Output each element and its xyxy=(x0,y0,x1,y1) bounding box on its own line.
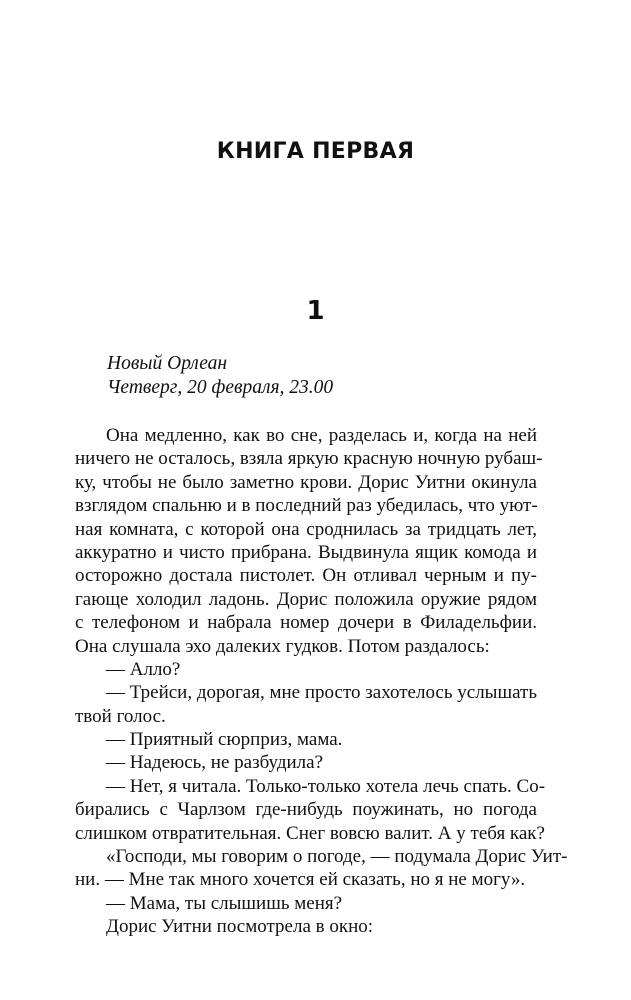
text-line: Она медленно, как во сне, разделась и, когда на ней xyxy=(106,425,537,446)
text-line: взглядом спальню и в последний раз убедилась, что уют- xyxy=(75,495,538,517)
book-title: КНИГА ПЕРВАЯ xyxy=(216,139,415,164)
text-line: ку, чтобы не было заметно крови. Дорис Уитни окинула xyxy=(75,471,537,493)
dateline-date: Четверг, 20 февраля, 23.00 xyxy=(107,377,334,398)
text-line: твой голос. xyxy=(75,705,166,727)
dateline xyxy=(107,352,333,400)
text-line: — Надеюсь, не разбудила? xyxy=(106,752,324,774)
text-line: ная комната, с которой она сроднилась за тридцать лет, xyxy=(75,518,537,540)
text-line: слишком отвратительная. Снег вовсю валит. А у тебя как? xyxy=(75,822,545,844)
text-line: «Господи, мы говорим о погоде, — подумала Дорис Уит- xyxy=(106,846,568,868)
text-line: — Трейси, дорогая, мне просто захотелось услышать xyxy=(106,682,537,704)
body-text xyxy=(75,424,568,939)
chapter-number: 1 xyxy=(306,296,325,326)
dateline-place: Новый Орлеан xyxy=(107,353,228,374)
text-line: Дорис Уитни посмотрела в окно: xyxy=(106,916,374,938)
text-line: с телефоном и набрала номер дочери в Филадельфии. xyxy=(75,612,537,634)
text-line: аккуратно и чисто прибрана. Выдвинула ящик комода и xyxy=(75,541,537,563)
text-line: — Алло? xyxy=(106,658,181,680)
text-line: ничего не осталось, взяла яркую красную ночную рубаш- xyxy=(75,448,543,470)
text-line: — Мама, ты слышишь меня? xyxy=(106,892,343,914)
text-line: осторожно достала пистолет. Он отливал черным и пу- xyxy=(75,565,537,587)
text-line: бирались с Чарлзом где-нибудь поужинать, но погода xyxy=(75,799,537,821)
text-line: — Приятный сюрприз, мама. xyxy=(106,729,343,751)
text-line: Она слушала эхо далеких гудков. Потом раздалось: xyxy=(75,635,490,657)
text-line: — Нет, я читала. Только-только хотела лечь спать. Со- xyxy=(106,775,546,797)
text-line: ни. — Мне так много хочется ей сказать, но я не могу». xyxy=(75,869,526,891)
text-line: гающе холодил ладонь. Дорис положила оружие рядом xyxy=(75,588,537,610)
